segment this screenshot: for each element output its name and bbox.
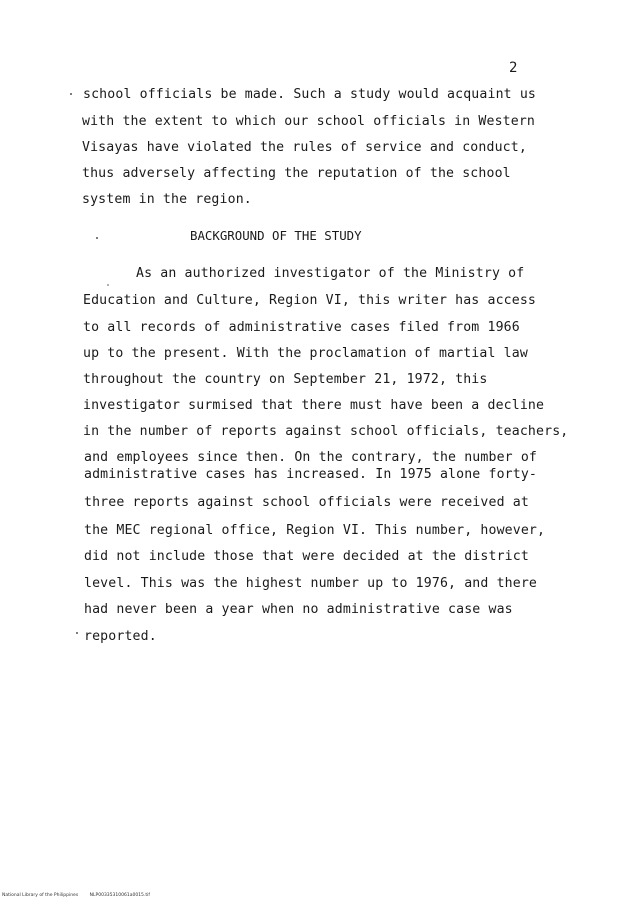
section-heading: BACKGROUND OF THE STUDY (190, 228, 362, 243)
text-line: system in the region. (82, 192, 252, 207)
scan-footer (2, 893, 160, 898)
text-line: up to the present. With the proclamation of martial law (83, 346, 528, 361)
text-line: investigator surmised that there must have been a decline (83, 398, 545, 413)
text-line: thus adversely affecting the reputation of the school (82, 166, 511, 181)
text-line: level. This was the highest number up to 1976, and there (84, 576, 538, 591)
scan-speck (70, 93, 72, 95)
footer-file-id: NLP00335310061a0015.tif (89, 893, 150, 898)
text-line: Education and Culture, Region VI, this writer has access (83, 293, 537, 308)
text-line: reported. (84, 629, 157, 644)
scan-speck (107, 284, 109, 286)
text-line: As an authorized investigator of the Ministry of (136, 266, 525, 281)
footer-library: National Library of the Philippines (2, 893, 79, 898)
scan-speck (76, 632, 78, 634)
text-line: in the number of reports against school officials, teachers, (83, 424, 569, 439)
text-line: and employees since then. On the contrary, the number of (84, 450, 538, 465)
text-line: throughout the country on September 21, 1972, this (83, 372, 488, 387)
text-line: school officials be made. Such a study would acquaint us (83, 87, 537, 102)
page-number: 2 (509, 60, 518, 76)
text-line: Visayas have violated the rules of service and conduct, (82, 140, 527, 155)
text-line: to all records of administrative cases filed from 1966 (83, 320, 520, 335)
text-line: had never been a year when no administrative case was (84, 602, 513, 617)
text-line: administrative cases has increased. In 1975 alone forty- (84, 467, 538, 482)
text-line: did not include those that were decided at the district (84, 549, 529, 564)
scan-speck (96, 237, 98, 239)
text-line: three reports against school officials were received at (84, 495, 529, 510)
text-line: the MEC regional office, Region VI. This number, however, (84, 523, 546, 538)
text-line: with the extent to which our school officials in Western (82, 114, 536, 129)
